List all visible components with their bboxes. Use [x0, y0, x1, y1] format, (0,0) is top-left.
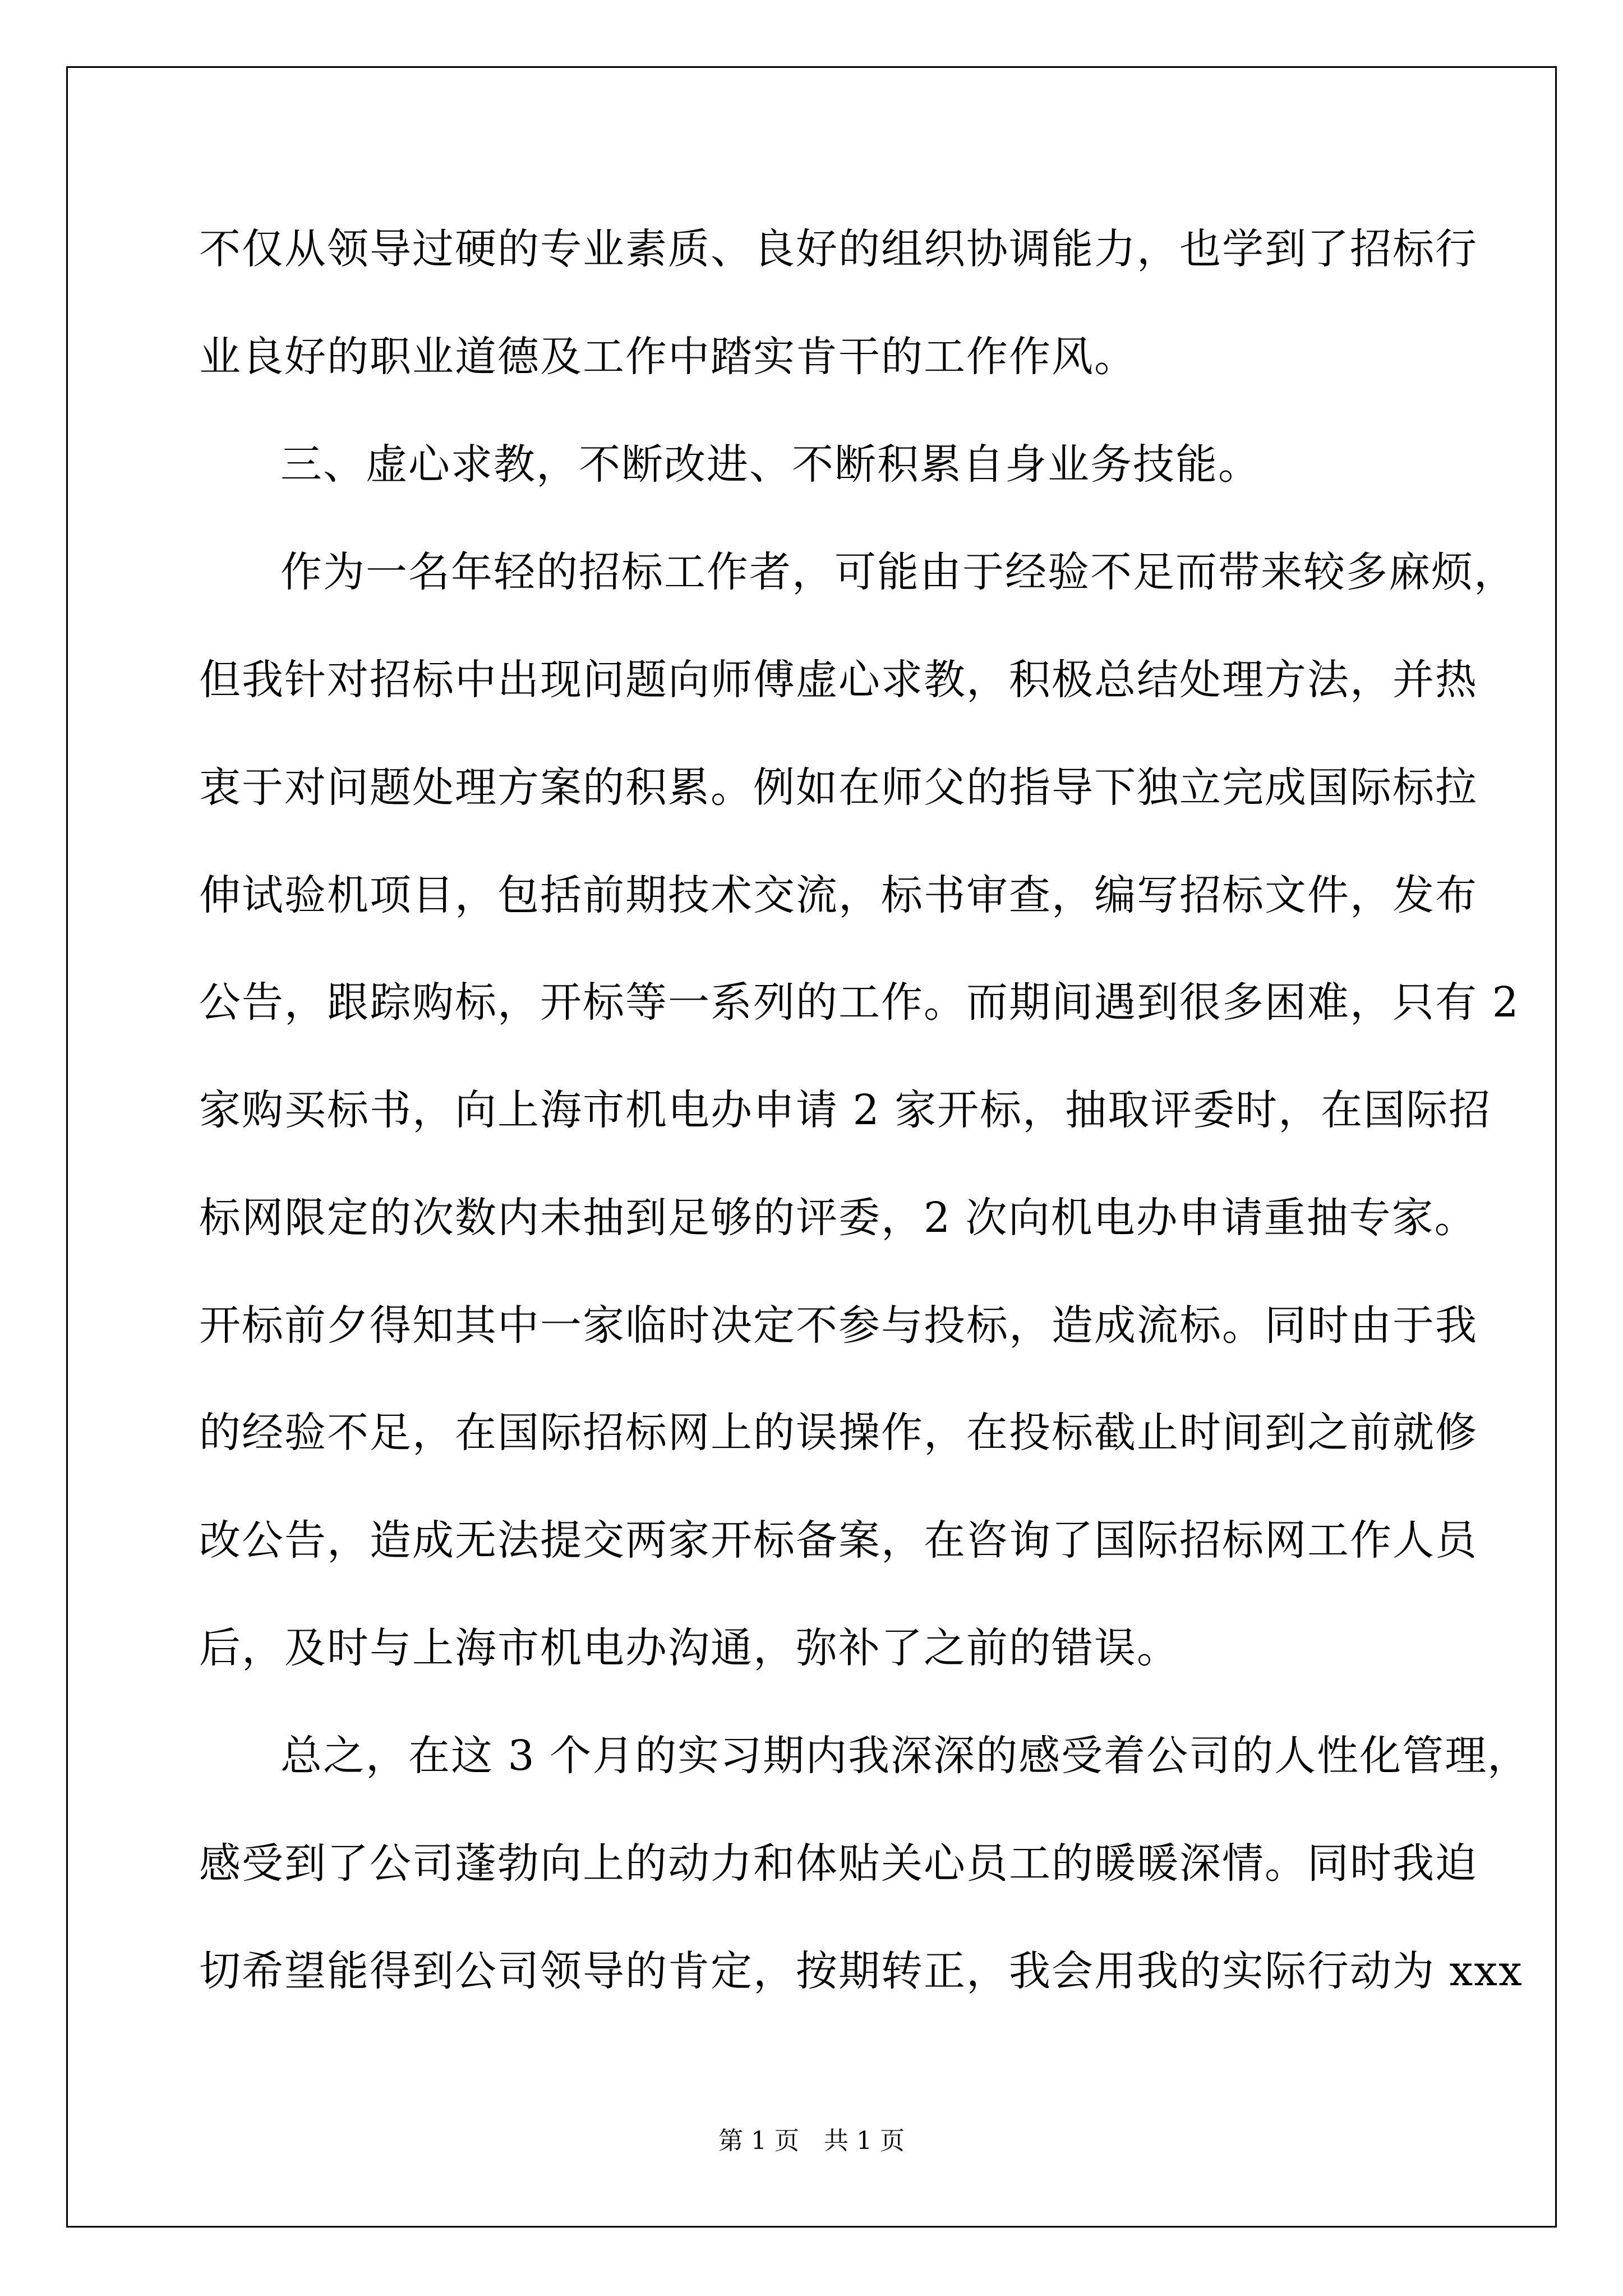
text-line-2: 业良好的职业道德及工作中踏实肯干的工作作风。: [199, 333, 1137, 381]
page-footer: 第 1 页 共 1 页: [718, 2127, 905, 2155]
section-heading-3: 三、虚心求教，不断改进、不断积累自身业务技能。: [280, 440, 1261, 489]
text-line-16: 感受到了公司蓬勃向上的动力和体贴关心员工的暖暖深情。同时我迫: [199, 1839, 1478, 1888]
text-line-4: 作为一名年轻的招标工作者，可能由于经验不足而带来较多麻烦，: [280, 548, 1516, 596]
text-line-1: 不仅从领导过硬的专业素质、良好的组织协调能力，也学到了招标行: [199, 225, 1478, 273]
text-line-7: 伸试验机项目，包括前期技术交流，标书审查，编写招标文件，发布: [199, 871, 1478, 919]
text-line-15: 总之，在这 3 个月的实习期内我深深的感受着公司的人性化管理，: [280, 1732, 1530, 1780]
text-line-12: 的经验不足，在国际招标网上的误操作，在投标截止时间到之前就修: [199, 1409, 1478, 1457]
text-line-13: 改公告，造成无法提交两家开标备案，在咨询了国际招标网工作人员: [199, 1516, 1478, 1565]
text-line-17: 切希望能得到公司领导的肯定，按期转正，我会用我的实际行动为 xxx: [199, 1947, 1523, 1995]
text-line-10: 标网限定的次数内未抽到足够的评委，2 次向机电办申请重抽专家。: [199, 1194, 1477, 1242]
text-line-8: 公告，跟踪购标，开标等一系列的工作。而期间遇到很多困难，只有 2: [199, 978, 1520, 1027]
text-line-9: 家购买标书，向上海市机电办申请 2 家开标，抽取评委时，在国际招: [199, 1086, 1492, 1134]
text-line-6: 衷于对问题处理方案的积累。例如在师父的指导下独立完成国际标拉: [199, 763, 1478, 812]
text-line-14: 后，及时与上海市机电办沟通，弥补了之前的错误。: [199, 1624, 1179, 1672]
text-line-11: 开标前夕得知其中一家临时决定不参与投标，造成流标。同时由于我: [199, 1301, 1478, 1350]
text-line-5: 但我针对招标中出现问题向师傅虚心求教，积极总结处理方法，并热: [199, 656, 1478, 704]
